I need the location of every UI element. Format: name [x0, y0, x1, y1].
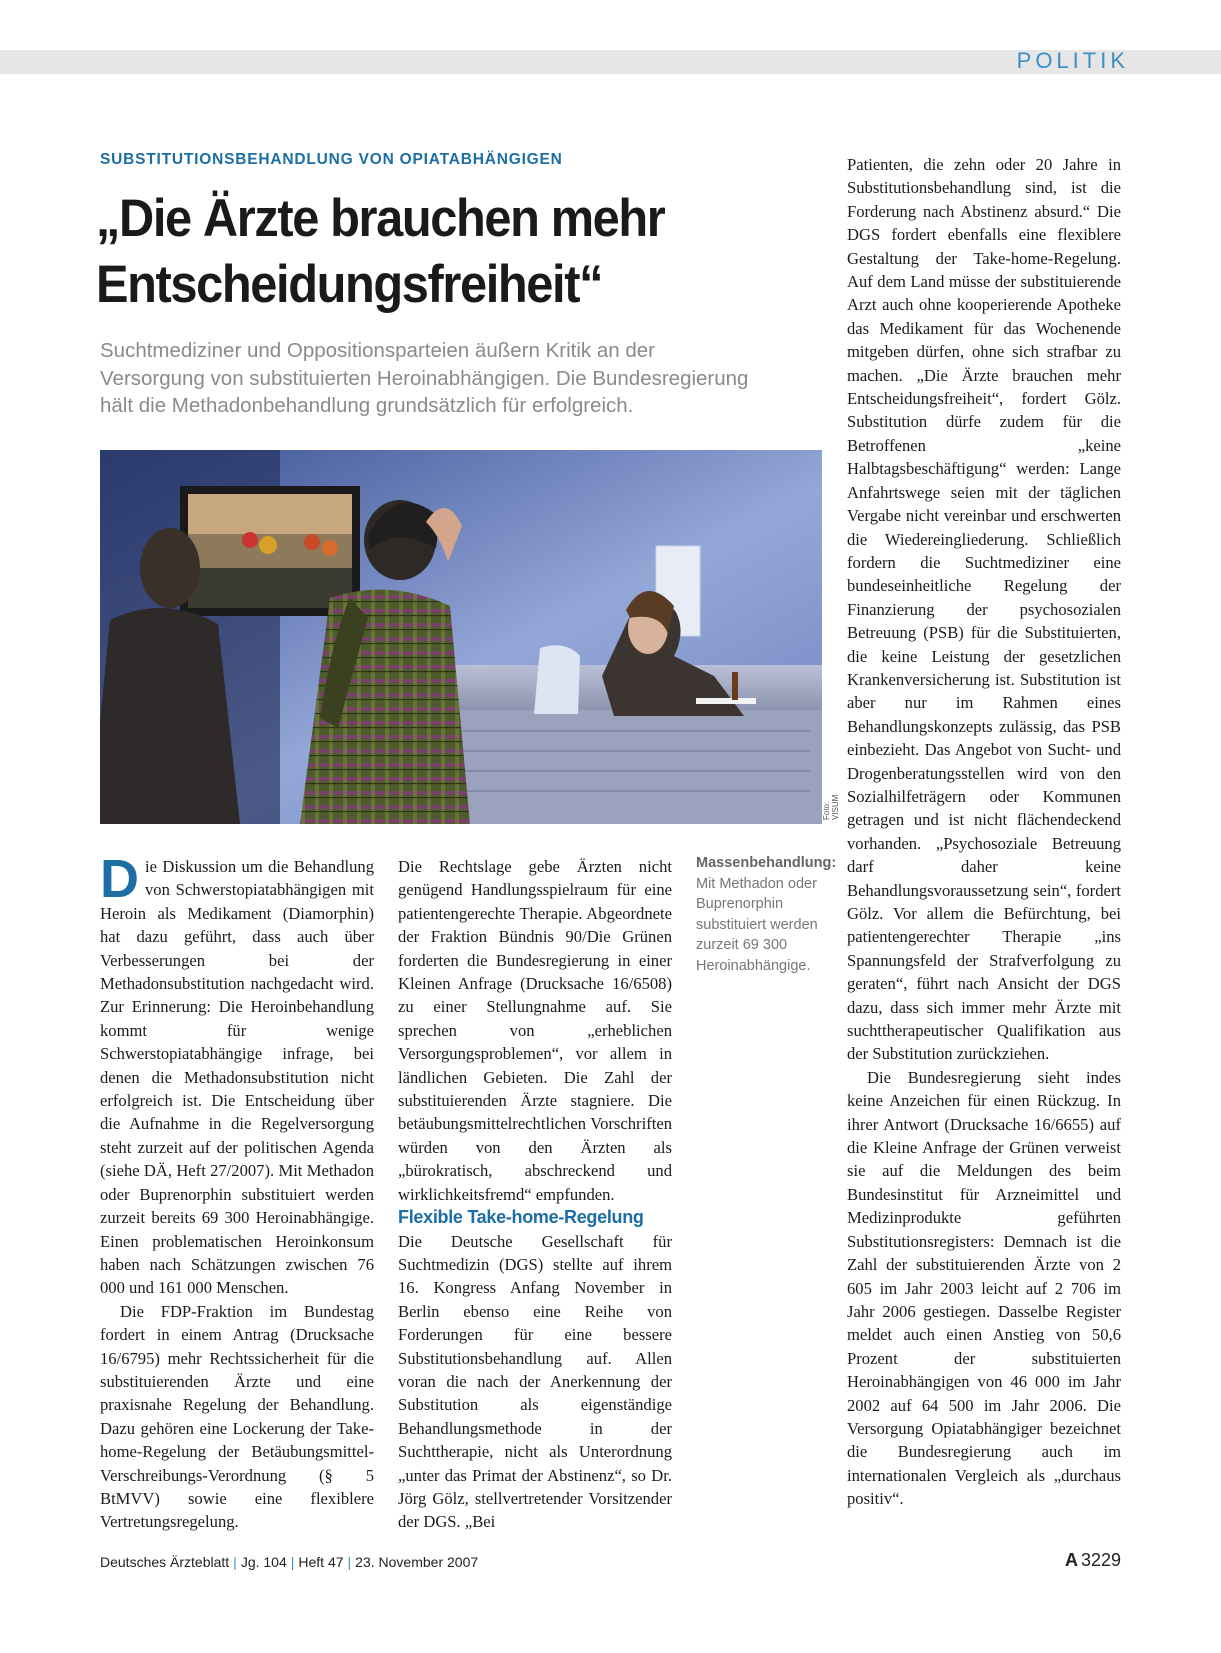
paragraph: Die Bundesregierung sieht indes keine Anzeichen für einen Rückzug. In ihrer Antwort (Drucksache 16/6655) auf die Kleine Anfrage der Grünen verweist sie auf die Meldungen des beim Bundesinstitut für Arzneimittel und Medizinprodukte geführten Substitutionsregisters: Demnach ist die Zahl der substituierenden Ärzte von 2 605 im Jahr 2003 leicht auf 2 706 im Jahr 2006 gestiegen. Dasselbe Register meldet auch einen Anstieg von 50,6 Prozent der substituierten Heroinabhängigen von 46 000 im Jahr 2002 auf 64 500 im Jahr 2006. Die Versorgung Opiatabhängiger bezeichnet die Bundesregierung auch im internationalen Vergleich als „durchaus positiv“.: [847, 1067, 1121, 1509]
separator: |: [290, 1554, 295, 1570]
lead-paragraph: [100, 337, 830, 420]
headline: [96, 186, 758, 318]
photo-caption: [696, 853, 837, 976]
footer: [100, 1554, 478, 1570]
headline-line: Entscheidungsfreiheit“: [96, 255, 603, 314]
paragraph-text: ie Diskussion um die Behandlung von Schwerstopiatabhängigen mit Heroin als Medikament (Diamorphin) hat dazu geführt, dass auch über Verbesserungen bei der Methadonsubstitution nachgedacht wird. Zur Erinnerung: Die Heroinbehandlung kommt für wenige Schwerstopiatabhängige infrage, bei denen die Methadonsubstitution nicht erfolgreich ist. Die Entscheidung über die Aufnahme in die Regelversorgung steht zurzeit auf der politischen Agenda (siehe DÄ, Heft 27/2007). Mit Methadon oder Buprenorphin substituiert werden zurzeit bereits 69 300 Heroinabhängige. Einen problematischen Heroinkonsum haben nach Schätzungen zwischen 76 000 und 161 000 Menschen.: [100, 857, 374, 1298]
column-3: [847, 153, 1121, 1511]
column-2: [398, 855, 672, 1534]
headline-line: „Die Ärzte brauchen mehr: [96, 189, 665, 248]
page-number: [1065, 1550, 1121, 1571]
journal-name: Deutsches Ärzteblatt: [100, 1554, 230, 1570]
issue-date: 23. November 2007: [355, 1554, 479, 1570]
page-prefix: A: [1064, 1550, 1078, 1570]
issue: Heft 47: [298, 1554, 344, 1570]
lead-line: Versorgung von substituierten Heroinabhängigen. Die Bundesregierung: [100, 366, 749, 390]
subheading: Flexible Take-home-Regelung: [398, 1207, 644, 1228]
section-label: POLITIK: [1016, 48, 1129, 73]
caption-text: Mit Methadon oder Buprenorphin substituiert werden zurzeit 69 300 Heroinabhängige.: [696, 875, 818, 974]
volume: Jg. 104: [240, 1554, 287, 1570]
paragraph: Die FDP-Fraktion im Bundestag fordert in einem Antrag (Drucksache 16/6795) mehr Rechtssicherheit für die substituierenden Ärzte und eine praxisnahe Regelung der Behandlung. Dazu gehören eine Lockerung der Take-home-Regelung der Betäubungsmittel-Verschreibungs-Verordnung (§ 5 BtMVV) sowie eine flexiblere Vertretungsregelung.: [100, 1301, 374, 1532]
paragraph: Die Rechtslage gebe Ärzten nicht genügend Handlungsspielraum für eine patientengerechte Therapie. Abgeordnete der Fraktion Bündnis 90/Die Grünen forderten die Bundesregierung in einer Kleinen Anfrage (Drucksache 16/6508) zu einer Stellungnahme auf. Sie sprechen von „erheblichen Versorgungsproblemen“, vor allem in ländlichen Gebieten. Die Zahl der substituierenden Ärzte stagniere. Die betäubungsmittelrechtlichen Vorschriften würden von den Ärzten als „bürokratisch, abschreckend und wirklichkeitsfremd“ empfunden.: [398, 857, 672, 1204]
kicker: SUBSTITUTIONSBEHANDLUNG VON OPIATABHÄNGIGEN: [100, 151, 563, 168]
column-1: [100, 849, 374, 1534]
lead-line: Suchtmediziner und Oppositionsparteien äußern Kritik an der: [100, 339, 655, 362]
separator: |: [347, 1554, 352, 1570]
article-photo: [100, 450, 822, 824]
paragraph: Patienten, die zehn oder 20 Jahre in Substitutionsbehandlung sind, ist die Forderung nach Abstinenz absurd.“ Die DGS fordert ebenfalls eine flexiblere Gestaltung der Take-home-Regelung. Auf dem Land müsse der substituierende Arzt auch ohne kooperierende Apotheke das Medikament für das Wochenende mitgeben dürfen, ohne sich strafbar zu machen. „Die Ärzte brauchen mehr Entscheidungsfreiheit“, fordert Gölz. Substitution dürfe zudem für die Betroffenen „keine Halbtagsbeschäftigung“ werden: Lange Anfahrtswege seien mit der täglichen Vergabe nicht vereinbar und erschwerten die Wiedereingliederung. Schließlich fordern die Suchtmediziner eine bundeseinheitliche Regelung der Finanzierung der psychosozialen Betreuung (PSB) für die Substituierten, die keine Leistung der gesetzlichen Krankenversicherung ist. Substitution ist aber nur im Rahmen eines Behandlungskonzepts zulässig, das PSB einbezieht. Das Angebot von Sucht- und Drogenberatungsstellen wird von den Sozialhilfeträgern oder Kommunen getragen und ist nicht flächendeckend vorhanden. „Psychosoziale Betreuung darf daher keine Behandlungsvoraussetzung sein“, fordert Gölz. Vor allem die Befürchtung, bei patientengerechter Therapie „ins Spannungsfeld der Strafverfolgung zu geraten“, führt nach Ansicht der DGS dazu, dass sich immer mehr Ärzte mit suchttherapeutischer Qualifikation aus der Substitution zurückziehen.: [847, 155, 1121, 1064]
dropcap: D: [100, 849, 139, 909]
page-number-value: 3229: [1080, 1550, 1121, 1570]
separator: |: [233, 1554, 237, 1570]
lead-line: hält die Methadonbehandlung grundsätzlich für erfolgreich.: [100, 394, 634, 417]
photo-credit: Foto: VISUM: [822, 794, 840, 820]
paragraph: [100, 849, 374, 1300]
paragraph: Die Deutsche Gesellschaft für Suchtmedizin (DGS) stellte auf ihrem 16. Kongress Anfang November in Berlin ebenso eine Reihe von Forderungen für eine bessere Substitutionsbehandlung auf. Allen voran die nach der Anerkennung der Substitution als eigenständige Behandlungsmethode in der Suchttherapie, nicht als Unterordnung „unter das Primat der Abstinenz“, so Dr. Jörg Gölz, stellvertretender Vorsitzender der DGS. „Bei: [398, 1231, 672, 1532]
caption-title: Massenbehandlung:: [696, 855, 837, 871]
